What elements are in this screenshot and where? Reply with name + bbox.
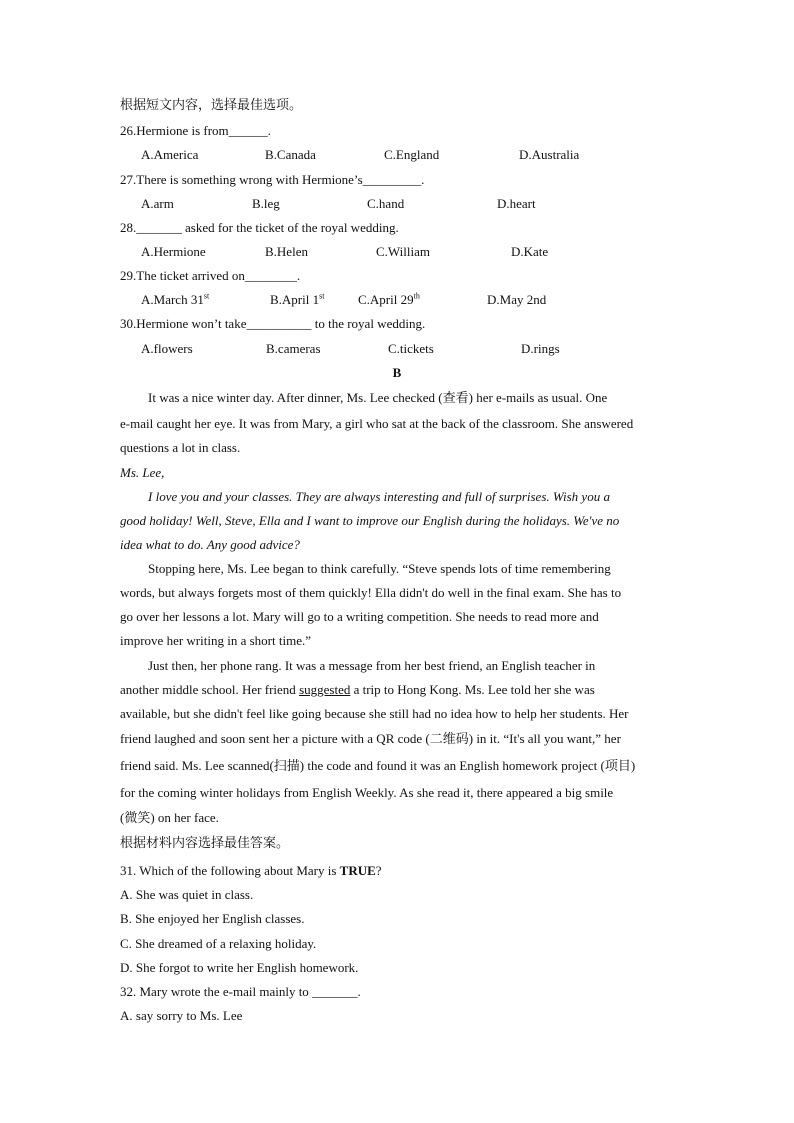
question-27-option-c: C.hand (367, 196, 405, 211)
email-greeting: Ms. Lee, (120, 465, 165, 480)
question-28-option-a: A.Hermione (141, 244, 206, 259)
passage-p2-line-3: go over her lessons a lot. Mary will go to a writing competition. She needs to read more and (120, 609, 599, 624)
question-31-option-d: D. She forgot to write her English homework. (120, 960, 359, 975)
question-26-option-c: C.England (384, 147, 440, 162)
suggested-word: suggested (299, 682, 351, 697)
email-line-3: idea what to do. Any good advice? (120, 537, 300, 552)
question-28-option-b: B.Helen (265, 244, 308, 259)
passage-p2-line-2: words, but always forgets most of them quickly! Ella didn't do well in the final exam. She has to (120, 585, 622, 600)
passage-p3-line-2: another middle school. Her friend suggested a trip to Hong Kong. Ms. Lee told her she was (120, 682, 595, 697)
passage-p3-line-1: Just then, her phone rang. It was a message from her best friend, an English teacher in (148, 658, 596, 673)
passage-p1-line-1: It was a nice winter day. After dinner, Ms. Lee checked (查看) her e-mails as usual. One (148, 390, 608, 405)
passage-p2-line-1: Stopping here, Ms. Lee began to think carefully. “Steve spends lots of time remembering (148, 561, 611, 576)
passage-p2-line-4: improve her writing in a short time.” (120, 633, 311, 648)
question-31-option-b: B. She enjoyed her English classes. (120, 911, 305, 926)
question-28-stem: 28._______ asked for the ticket of the royal wedding. (120, 220, 399, 235)
section-b-heading: B (392, 365, 402, 380)
passage-p3-line-5: friend said. Ms. Lee scanned(扫描) the code and found it was an English homework project (项目) (120, 758, 636, 773)
question-26-stem: 26.Hermione is from______. (120, 123, 271, 138)
question-27-option-d: D.heart (497, 196, 536, 211)
question-31-option-a: A. She was quiet in class. (120, 887, 254, 902)
question-26-option-b: B.Canada (265, 147, 316, 162)
question-30-option-b: B.cameras (266, 341, 321, 356)
passage-p3-line-6: for the coming winter holidays from English Weekly. As she read it, there appeared a big smile (120, 785, 614, 800)
passage-p1-line-2: e-mail caught her eye. It was from Mary, a girl who sat at the back of the classroom. She answered (120, 416, 634, 431)
question-30-option-a: A.flowers (141, 341, 193, 356)
question-29-option-d: D.May 2nd (487, 292, 547, 307)
passage-p3-line-3: available, but she didn't feel like going because she still had no idea how to help her students. Her (120, 706, 629, 721)
question-26-option-d: D.Australia (519, 147, 580, 162)
question-27-stem: 27.There is something wrong with Hermione’s_________. (120, 172, 425, 187)
question-32-option-a: A. say sorry to Ms. Lee (120, 1008, 243, 1023)
question-26-option-a: A.America (141, 147, 199, 162)
question-30-option-c: C.tickets (388, 341, 434, 356)
question-27-option-b: B.leg (252, 196, 280, 211)
passage-p3-line-4: friend laughed and soon sent her a picture with a QR code (二维码) in it. “It's all you want,” her (120, 731, 621, 746)
section-a-instruction: 根据短文内容，选择最佳选项。 (120, 97, 303, 112)
question-29-option-c: C.April 29th (358, 291, 420, 307)
question-27-option-a: A.arm (141, 196, 174, 211)
question-28-option-d: D.Kate (511, 244, 549, 259)
question-29-stem: 29.The ticket arrived on________. (120, 268, 301, 283)
question-31-option-c: C. She dreamed of a relaxing holiday. (120, 936, 317, 951)
question-31-stem: 31. Which of the following about Mary is TRUE? (120, 863, 382, 878)
question-29-option-b: B.April 1st (270, 291, 325, 307)
passage-p1-line-3: questions a lot in class. (120, 440, 241, 455)
section-b-instruction: 根据材料内容选择最佳答案。 (120, 835, 290, 850)
email-line-2: good holiday! Well, Steve, Ella and I want to improve our English during the holidays. We've no (120, 513, 620, 528)
question-30-option-d: D.rings (521, 341, 560, 356)
question-30-stem: 30.Hermione won’t take__________ to the royal wedding. (120, 316, 426, 331)
question-29-option-a: A.March 31st (141, 291, 210, 307)
question-28-option-c: C.William (376, 244, 430, 259)
passage-p3-line-7: (微笑) on her face. (120, 810, 219, 825)
question-32-stem: 32. Mary wrote the e-mail mainly to _______. (120, 984, 361, 999)
email-line-1: I love you and your classes. They are always interesting and full of surprises. Wish you a (148, 489, 610, 504)
